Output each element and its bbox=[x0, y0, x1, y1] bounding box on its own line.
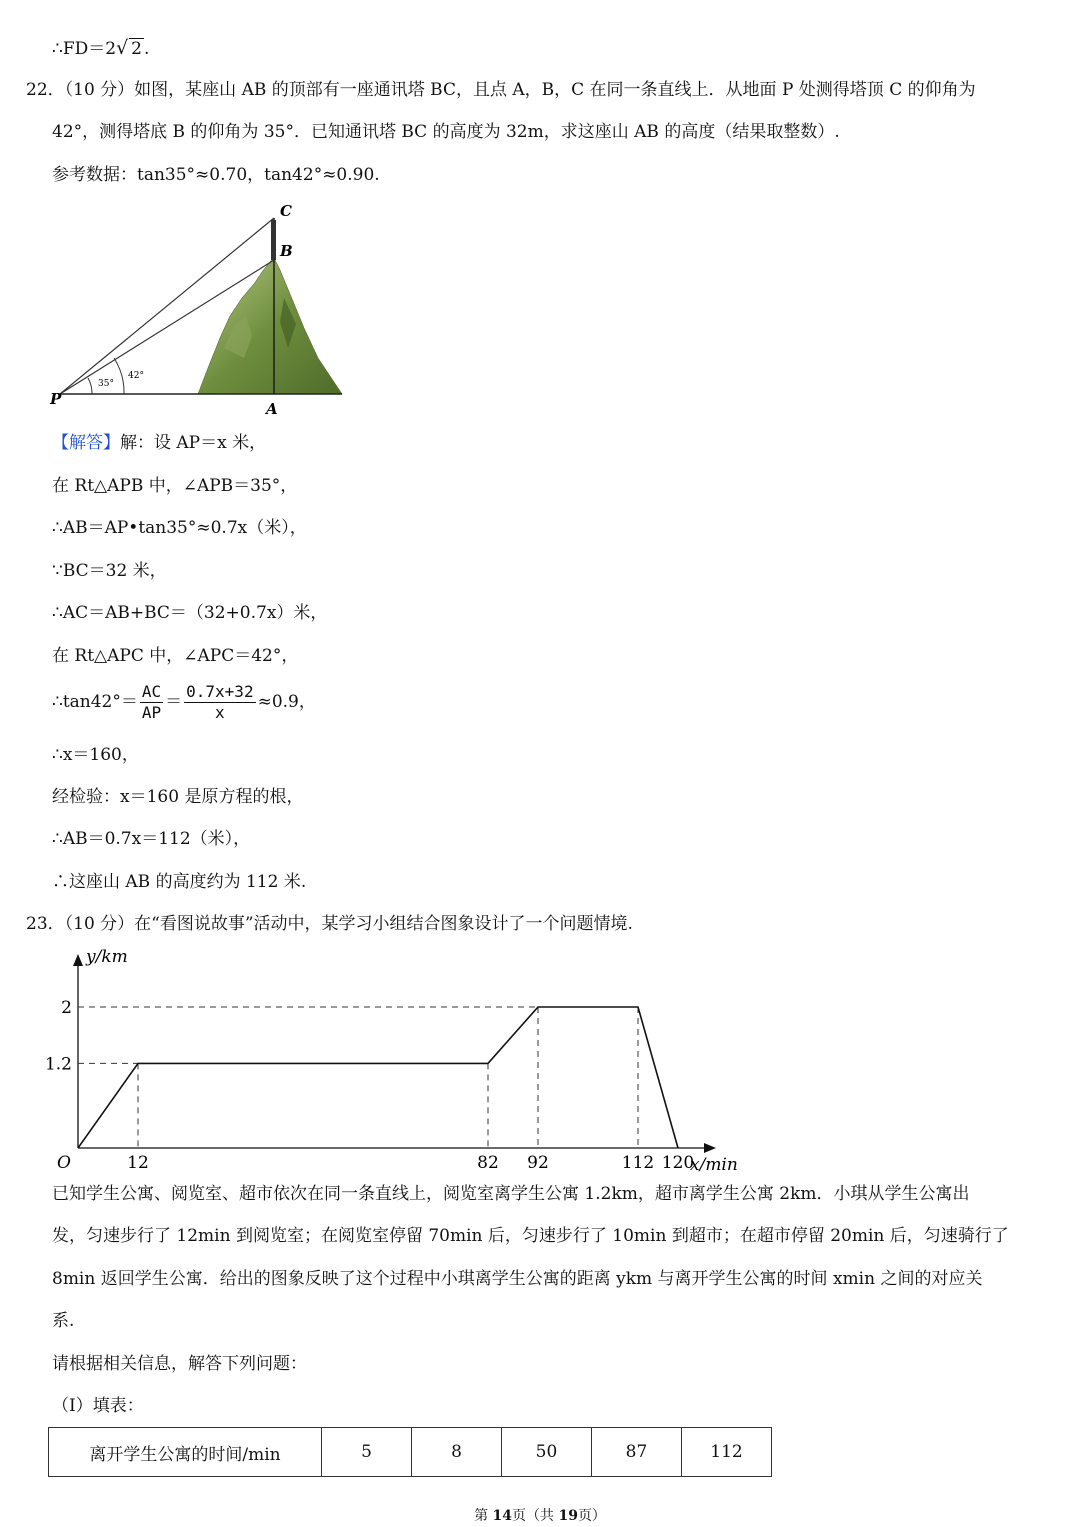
y-tick-label: 2 bbox=[61, 998, 72, 1018]
x-tick-label: 112 bbox=[621, 1153, 655, 1173]
x-axis-arrow bbox=[704, 1143, 716, 1153]
q23-para1: 已知学生公寓、阅览室、超市依次在同一条直线上，阅览室离学生公寓 1.2km，超市离学生公寓 2km．小琪从学生公寓出 bbox=[52, 1184, 970, 1204]
fraction-ac-ap: $\frac{AC}{AP}$ bbox=[141, 682, 162, 722]
tower-rect bbox=[271, 220, 276, 260]
distance-time-chart bbox=[40, 942, 760, 1177]
answer-tag: 【解答】 bbox=[52, 433, 120, 453]
y-axis-arrow bbox=[73, 954, 83, 966]
q23-para5: 请根据相关信息，解答下列问题： bbox=[52, 1354, 307, 1374]
table-cell: 50 bbox=[502, 1428, 592, 1477]
y-tick-label: 1.2 bbox=[44, 1054, 72, 1075]
solution-line3: ∴AB＝AP•tan35°≈0.7x（米）， bbox=[52, 518, 307, 538]
q23-line1: 23．（10 分）在“看图说故事”活动中，某学习小组结合图象设计了一个问题情境. bbox=[26, 914, 633, 934]
page-total: 19 bbox=[558, 1508, 578, 1524]
x-tick-label: 92 bbox=[527, 1153, 549, 1173]
solution-line2: 在 Rt△APB 中，∠APB＝35°， bbox=[52, 476, 298, 496]
solution-line1: 【解答】解：设 AP＝x 米， bbox=[52, 433, 267, 453]
table-header-cell: 离开学生公寓的时间/min bbox=[49, 1428, 322, 1477]
x-tick-label: 12 bbox=[127, 1153, 149, 1173]
x-axis-label: x/min bbox=[690, 1155, 738, 1175]
prev-conclusion: ∴FD＝2√ 2 . bbox=[52, 37, 150, 59]
solution-line7: ∴tan42°＝ $\frac{AC}{AP}$ ＝ $\frac{0.7x+32}{x}$ ≈0.9， bbox=[52, 682, 316, 722]
origin-label: O bbox=[57, 1153, 71, 1173]
q22-line2: 42°，测得塔底 B 的仰角为 35°．已知通讯塔 BC 的高度为 32m，求这座山 AB 的高度（结果取整数）. bbox=[52, 122, 840, 142]
solution-line4: ∵BC＝32 米， bbox=[52, 561, 167, 581]
q22-line3: 参考数据：tan35°≈0.70，tan42°≈0.90. bbox=[52, 165, 380, 185]
page-footer: 第 14页（共 19页） bbox=[474, 1508, 606, 1524]
solution-line6: 在 Rt△APC 中，∠APC＝42°， bbox=[52, 646, 299, 666]
table-row bbox=[49, 1428, 772, 1477]
angle-arc-42 bbox=[114, 358, 124, 394]
fill-table bbox=[48, 1427, 772, 1477]
q23-para4: 系. bbox=[52, 1311, 75, 1331]
q23-para3: 8min 返回学生公寓．给出的图象反映了这个过程中小琪离学生公寓的距离 ykm 与离开学生公寓的时间 xmin 之间的对应关 bbox=[52, 1269, 983, 1289]
x-tick-label: 120 bbox=[661, 1153, 695, 1173]
solution-line8: ∴x＝160， bbox=[52, 745, 139, 765]
label-b: B bbox=[280, 242, 293, 260]
label-p: P bbox=[50, 390, 62, 408]
q22-figure bbox=[48, 198, 348, 420]
table-cell: 112 bbox=[682, 1428, 772, 1477]
mountain-shape bbox=[198, 258, 342, 394]
distance-series-line bbox=[78, 1007, 678, 1148]
sqrt-value: 2 bbox=[131, 39, 142, 59]
table-cell: 5 bbox=[322, 1428, 412, 1477]
x-tick-label: 82 bbox=[477, 1153, 499, 1173]
table-cell: 87 bbox=[592, 1428, 682, 1477]
label-c: C bbox=[280, 202, 292, 220]
q23-para6: （Ⅰ）填表： bbox=[52, 1396, 144, 1416]
solution-line9: 经检验：x＝160 是原方程的根， bbox=[52, 787, 304, 807]
q23-para2: 发，匀速步行了 12min 到阅览室；在阅览室停留 70min 后，匀速步行了 10min 到超市；在超市停留 20min 后，匀速骑行了 bbox=[52, 1226, 1009, 1246]
solution-line10: ∴AB＝0.7x＝112（米）， bbox=[52, 829, 251, 849]
solution-line11: ∴这座山 AB 的高度约为 112 米. bbox=[52, 872, 307, 892]
y-axis-label: y/km bbox=[86, 947, 128, 967]
q22-line1: 22．（10 分）如图，某座山 AB 的顶部有一座通讯塔 BC，且点 A，B，C 在同一条直线上．从地面 P 处测得塔顶 C 的仰角为 bbox=[26, 80, 976, 100]
label-angle-35: 35° bbox=[98, 379, 114, 389]
table-cell: 8 bbox=[412, 1428, 502, 1477]
fraction-expr: $\frac{0.7x+32}{x}$ bbox=[186, 682, 254, 722]
angle-arc-35 bbox=[88, 378, 92, 394]
solution-line5: ∴AC＝AB+BC＝（32+0.7x）米， bbox=[52, 603, 328, 623]
label-angle-42: 42° bbox=[128, 371, 144, 381]
label-a: A bbox=[266, 400, 278, 418]
page-number: 14 bbox=[492, 1508, 512, 1524]
